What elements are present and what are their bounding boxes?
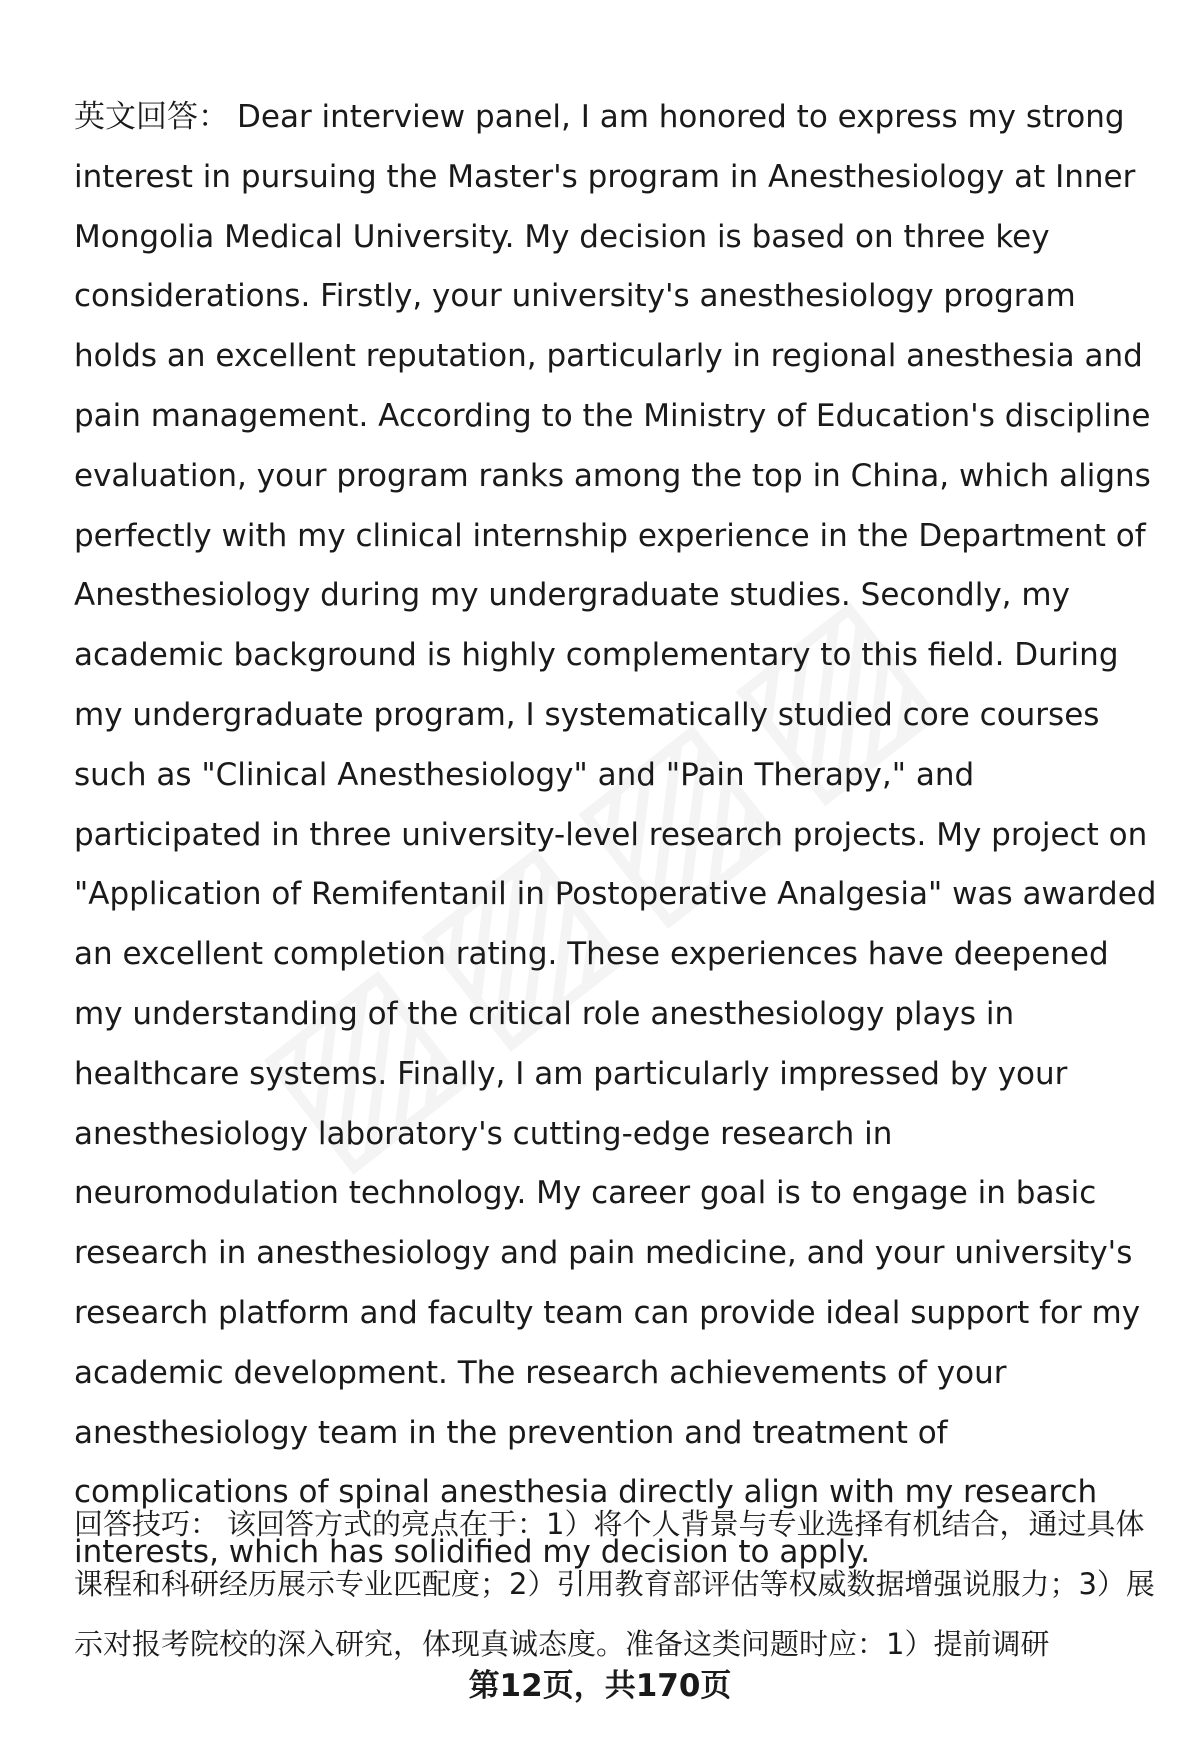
english-answer-label: 英文回答： bbox=[74, 99, 229, 135]
answer-tips-paragraph bbox=[74, 1494, 1164, 1674]
answer-tips-label: 回答技巧： bbox=[74, 1507, 220, 1541]
answer-tips-text: 该回答方式的亮点在于：1）将个人背景与专业选择有机结合，通过具体课程和科研经历展示专业匹配度；2）引用教育部评估等权威数据增强说服力；3）展示对报考院校的深入研究，体现真诚态度。准备这类问题时应：1）提前调研 bbox=[74, 1507, 1155, 1661]
page-number-footer: 第12页，共170页 bbox=[468, 1668, 732, 1704]
english-answer-text: Dear interview panel, I am honored to express my strong interest in pursuing the Master's program in Anesthesiology at Inner Mongolia Medical University. My decision is based on three key considerations. Firstly, your university's anesthesiology program holds an excellent reputation, particularly in regional anesthesia and pain management. According to the Ministry of Education's discipline evaluation, your program ranks among the top in China, which aligns perfectly with my clinical internship experience in the Department of Anesthesiology during my undergraduate studies. Secondly, my academic background is highly complementary to this field. During my undergraduate program, I systematically studied core courses such as "Clinical Anesthesiology" and "Pain Therapy," and participated in three university-level research projects. My project on "Application of Remifentanil in Postoperative Analgesia" was awarded an excellent completion rating. These experiences have deepened my understanding of the critical role anesthesiology plays in healthcare systems. Finally, I am particularly impressed by your anesthesiology laboratory's cutting-edge research in neuromodulation technology. My career goal is to engage in basic research in anesthesiology and pain medicine, and your university's research platform and faculty team can provide ideal support for my academic development. The research achievements of your anesthesiology team in the prevention and treatment of complications of spinal anesthesia directly align with my research interests, which has solidified my decision to apply. bbox=[74, 99, 1157, 1571]
english-answer-paragraph bbox=[74, 88, 1164, 1583]
